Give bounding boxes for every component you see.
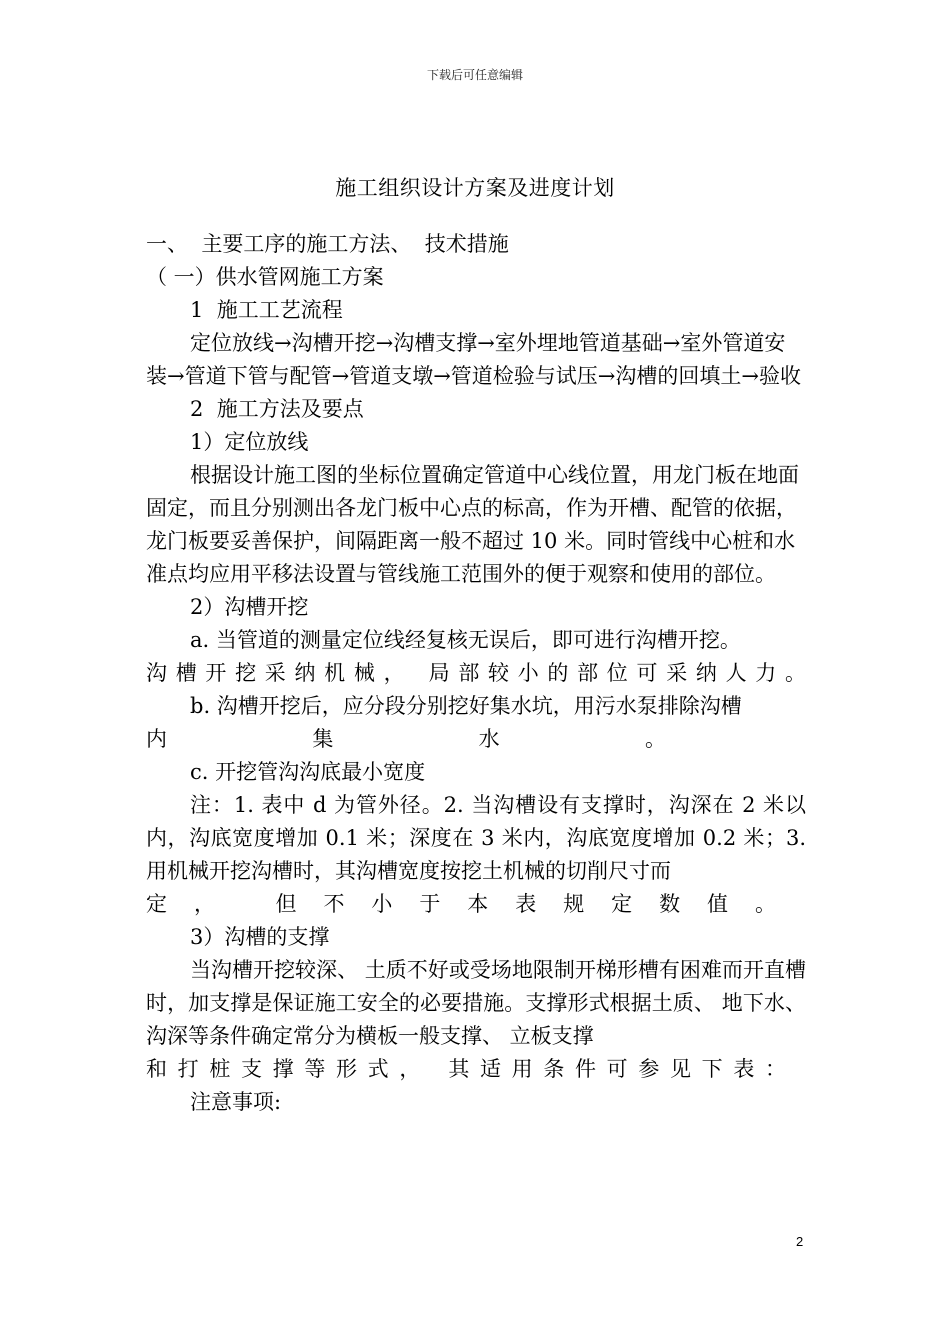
paragraph: 定位放线→沟槽开挖→沟槽支撑→室外埋地管道基础→室外管道安装→管道下管与配管→管道支墩→管道检验与试压→沟槽的回填土→验收 [146, 331, 801, 388]
paragraph: 沟槽开挖采纳机械， 局部较小的部位可采纳人力。 [146, 661, 806, 685]
paragraph: 当沟槽开挖较深、 土质不好或受场地限制开梯形槽有困难而开直槽时，加支撑是保证施工安全的必要措施。支撑形式根据土质、 地下水、 沟深等条件确定常分为横板一般支撑、 立板支撑 [146, 958, 806, 1048]
item-heading: 1）定位放线 [190, 430, 309, 454]
page-number: 2 [796, 1234, 804, 1249]
item-heading: 2）沟槽开挖 [190, 595, 309, 619]
paragraph: 根据设计施工图的坐标位置确定管道中心线位置，用龙门板在地面固定，而且分别测出各龙门板中心点的标高，作为开槽、配管的依据，龙门板要妥善保护，间隔距离一般不超过 10 米。同时管线中心桩和水准点均应用平移法设置与管线施工范围外的便于观察和使用的部位。 [146, 463, 799, 586]
item-heading: 2 施工方法及要点 [190, 397, 364, 421]
paragraph: b. 沟槽开挖后，应分段分别挖好集水坑，用污水泵排除沟槽 [190, 694, 742, 718]
item-heading: 1 施工工艺流程 [190, 298, 343, 322]
page-header: 下载后可任意编辑 [426, 68, 523, 82]
section-heading: 一、 主要工序的施工方法、 技术措施 [146, 232, 509, 256]
paragraph: 定， 但不小于本表规定数值。 [146, 892, 776, 916]
paragraph: a. 当管道的测量定位线经复核无误后，即可进行沟槽开挖。 [190, 628, 741, 652]
paragraph: 内集水。 [146, 727, 666, 751]
paragraph: 和打桩支撑等形式， 其适用条件可参见下表： [146, 1057, 786, 1081]
note-paragraph: 注：1. 表中 d 为管外径。2. 当沟槽设有支撑时，沟深在 2 米以内，沟底宽度增加 0.1 米；深度在 3 米内，沟底宽度增加 0.2 米；3. 用机械开挖沟槽时，其沟槽宽度按挖土机械的切削尺寸而 [146, 793, 806, 883]
subsection-heading: （ 一）供水管网施工方案 [146, 265, 384, 289]
document-title: 施工组织设计方案及进度计划 [335, 176, 615, 200]
paragraph: 注意事项: [190, 1090, 282, 1114]
item-heading: 3）沟槽的支撑 [190, 925, 330, 949]
document-body [146, 228, 806, 1119]
paragraph: c. 开挖管沟沟底最小宽度 [190, 760, 426, 784]
